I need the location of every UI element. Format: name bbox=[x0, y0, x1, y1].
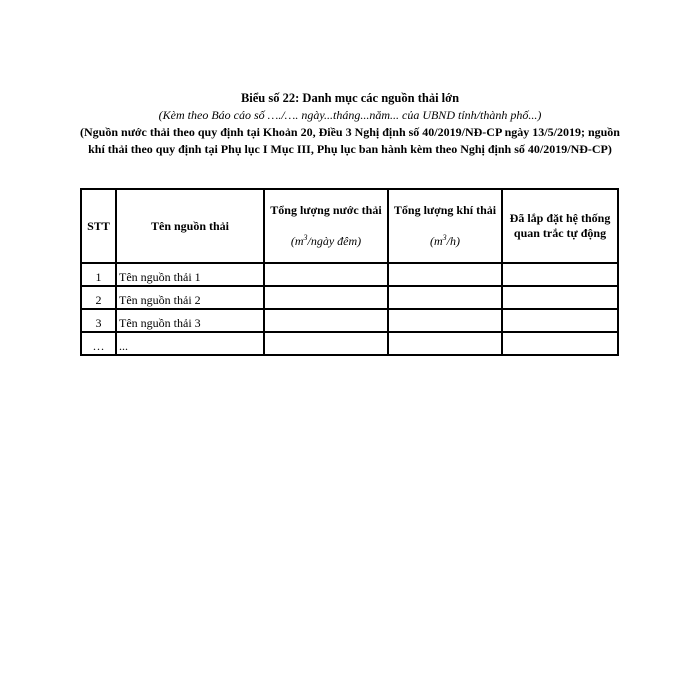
header-wastewater-unit: ($m^3$/ngày đêm) bbox=[290, 233, 362, 248]
cell-stt: … bbox=[81, 332, 116, 355]
cell-emission bbox=[388, 263, 502, 286]
cell-wastewater bbox=[264, 263, 388, 286]
header-auto-monitoring: Đã lắp đặt hệ thống quan trắc tự động bbox=[502, 189, 618, 263]
cell-stt: 1 bbox=[81, 263, 116, 286]
cell-source-name: ... bbox=[116, 332, 264, 355]
cell-monitoring bbox=[502, 309, 618, 332]
cell-source-name: Tên nguồn thải 2 bbox=[116, 286, 264, 309]
cell-stt: 2 bbox=[81, 286, 116, 309]
header-stt: STT bbox=[81, 189, 116, 263]
header-emission-volume bbox=[388, 189, 502, 263]
document-note: (Nguồn nước thải theo quy định tại Khoản 20, Điều 3 Nghị định số 40/2019/NĐ-CP ngày 13/5/2019; nguồn khí thải theo quy định tại Phụ lục I Mục III, Phụ lục ban hành kèm theo Nghị định số 40/2019/NĐ-CP) bbox=[80, 125, 620, 156]
header-wastewater-volume bbox=[264, 189, 388, 263]
cell-wastewater bbox=[264, 286, 388, 309]
document-heading bbox=[80, 90, 620, 158]
cell-emission bbox=[388, 286, 502, 309]
header-emission-unit: $(m^3/h)$ bbox=[429, 233, 460, 248]
cell-source-name: Tên nguồn thải 1 bbox=[116, 263, 264, 286]
document-subtitle: (Kèm theo Báo cáo số …./…. ngày...tháng...năm... của UBND tỉnh/thành phố...) bbox=[158, 108, 542, 122]
table-row bbox=[81, 332, 618, 355]
cell-source-name: Tên nguồn thải 3 bbox=[116, 309, 264, 332]
cell-emission bbox=[388, 309, 502, 332]
cell-stt: 3 bbox=[81, 309, 116, 332]
cell-wastewater bbox=[264, 332, 388, 355]
table-header-row bbox=[81, 189, 618, 263]
table-row bbox=[81, 309, 618, 332]
waste-source-table bbox=[80, 188, 619, 356]
cell-monitoring bbox=[502, 332, 618, 355]
header-source-name: Tên nguồn thải bbox=[116, 189, 264, 263]
header-wastewater-label: Tổng lượng nước thải bbox=[270, 203, 382, 217]
cell-wastewater bbox=[264, 309, 388, 332]
table-row bbox=[81, 263, 618, 286]
table-row bbox=[81, 286, 618, 309]
header-emission-label: Tổng lượng khí thải bbox=[393, 203, 497, 217]
document-title: Biểu số 22: Danh mục các nguồn thải lớn bbox=[240, 91, 460, 105]
cell-monitoring bbox=[502, 263, 618, 286]
cell-emission bbox=[388, 332, 502, 355]
cell-monitoring bbox=[502, 286, 618, 309]
